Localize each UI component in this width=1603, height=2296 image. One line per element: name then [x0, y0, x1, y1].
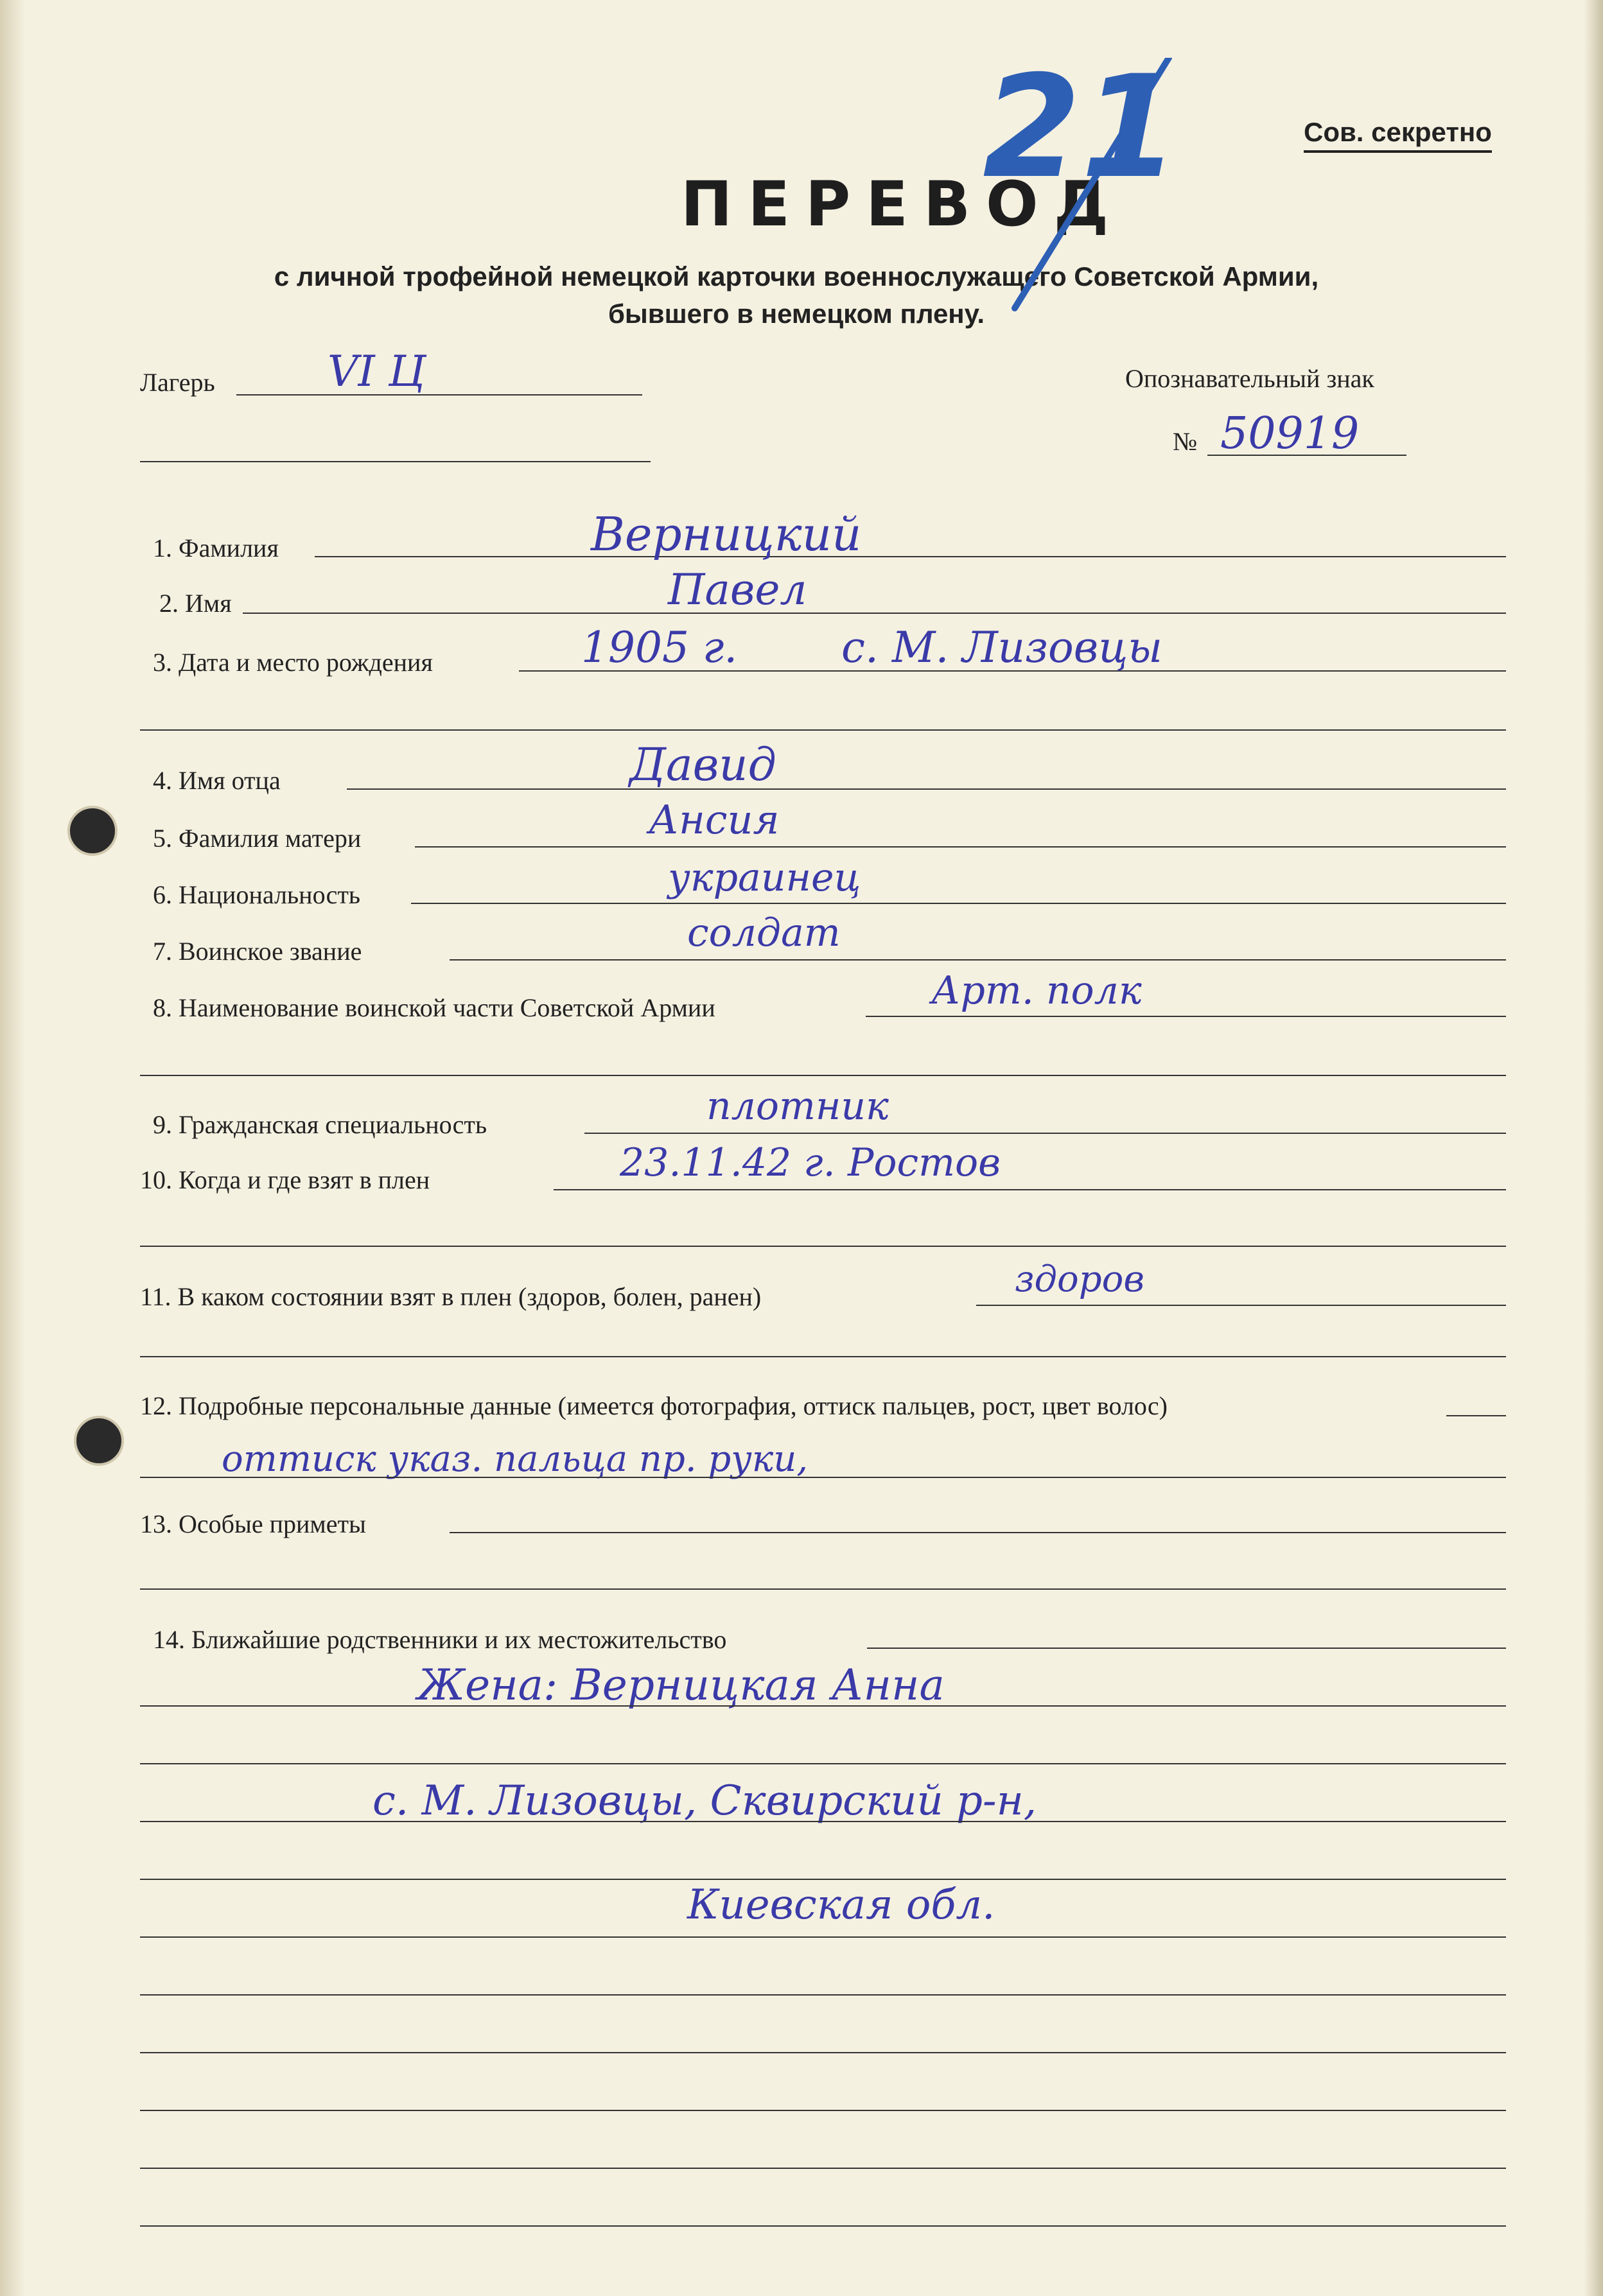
field-4-value: Давид [629, 738, 776, 791]
field-9-value: плотник [706, 1084, 889, 1129]
camp-line [236, 394, 642, 396]
camp-line-2 [140, 461, 651, 462]
punch-hole-bottom [74, 1416, 124, 1466]
field-2-label: 2. Имя [159, 589, 232, 618]
field-3-line-2 [140, 729, 1506, 731]
field-13-line-2 [140, 1588, 1506, 1590]
field-9-label: 9. Гражданская специальность [153, 1110, 487, 1139]
relatives-rule-5 [140, 1936, 1506, 1938]
relatives-rule-9 [140, 2168, 1506, 2169]
relatives-rule-7 [140, 2052, 1506, 2053]
field-6-value: украинец [668, 855, 861, 900]
punch-hole-top [67, 806, 118, 856]
secrecy-stamp: Сов. секретно [1304, 117, 1492, 153]
relatives-line-1: Жена: Верницкая Анна [417, 1660, 945, 1710]
field-2-value: Павел [668, 565, 807, 614]
document-subtitle [154, 258, 1439, 333]
id-tag-label: Опознавательный знак [1125, 364, 1374, 393]
field-6-label: 6. Национальность [153, 880, 361, 909]
document-title: ПЕРЕВОД [681, 168, 1125, 240]
field-11-line-2 [140, 1356, 1506, 1357]
relatives-rule-4 [140, 1879, 1506, 1880]
field-10-line [554, 1189, 1506, 1190]
field-1-label: 1. Фамилия [153, 534, 279, 562]
field-11-line [976, 1305, 1506, 1306]
relatives-rule-2 [140, 1763, 1506, 1764]
paper-edge-left [0, 0, 26, 2296]
field-12-value: оттиск указ. пальца пр. руки, [222, 1438, 809, 1480]
field-9-line [584, 1133, 1506, 1134]
relatives-rule-3 [140, 1821, 1506, 1822]
field-8-line-2 [140, 1075, 1506, 1076]
field-11-label: 11. В каком состоянии взят в плен (здоров, болен, ранен) [140, 1282, 762, 1311]
field-7-label: 7. Воинское звание [153, 937, 362, 966]
relatives-rule-8 [140, 2110, 1506, 2111]
field-10-date: 23.11.42 г. [620, 1140, 836, 1185]
field-4-label: 4. Имя отца [153, 766, 281, 795]
field-10-place: Ростов [848, 1140, 1001, 1185]
handwritten-slash [1002, 58, 1182, 315]
field-10-label: 10. Когда и где взят в плен [140, 1165, 430, 1194]
field-12-line [1446, 1415, 1506, 1416]
field-1-line [315, 556, 1506, 557]
field-7-line [450, 959, 1506, 961]
field-13-label: 13. Особые приметы [140, 1509, 366, 1538]
field-5-line [415, 846, 1506, 848]
field-3-place: с. М. Лизовцы [841, 623, 1162, 672]
field-8-value: Арт. полк [931, 968, 1142, 1013]
field-10-line-2 [140, 1246, 1506, 1247]
field-5-value: Ансия [649, 796, 780, 843]
handwritten-number: 21 [983, 45, 1180, 209]
field-3-date: 1905 г. [581, 623, 738, 672]
relatives-rule-10 [140, 2225, 1506, 2227]
id-tag-value: 50919 [1220, 408, 1360, 459]
field-7-value: солдат [687, 910, 841, 955]
field-12-label: 12. Подробные персональные данные (имеется фотография, оттиск пальцев, рост, цвет волос) [140, 1391, 1168, 1420]
id-tag-no-sign: № [1173, 427, 1198, 456]
relatives-rule-6 [140, 1994, 1506, 1996]
field-14-label: 14. Ближайшие родственники и их местожительство [153, 1625, 727, 1654]
relatives-line-3: Киевская обл. [687, 1881, 995, 1929]
subtitle-line-2: бывшего в немецком плену. [608, 299, 985, 329]
field-1-value: Верницкий [591, 507, 862, 561]
field-4-line [347, 788, 1506, 790]
field-8-line [866, 1016, 1506, 1017]
relatives-rule-1 [140, 1705, 1506, 1707]
field-11-value: здоров [1015, 1258, 1144, 1300]
camp-value: VI Ц [328, 347, 426, 396]
field-6-line [411, 903, 1506, 904]
field-3-label: 3. Дата и место рождения [153, 648, 433, 677]
field-12-line-2 [140, 1477, 1506, 1478]
camp-label: Лагерь [140, 368, 215, 397]
field-5-label: 5. Фамилия матери [153, 824, 362, 853]
subtitle-line-1: с личной трофейной немецкой карточки военнослужащего Советской Армии, [274, 261, 1319, 291]
relatives-line-2: с. М. Лизовцы, Сквирский р-н, [372, 1777, 1037, 1825]
field-14-line [867, 1648, 1506, 1649]
paper-edge-right [1584, 0, 1603, 2296]
field-13-line [450, 1532, 1506, 1533]
field-8-label: 8. Наименование воинской части Советской Армии [153, 993, 715, 1022]
field-2-line [243, 613, 1506, 614]
